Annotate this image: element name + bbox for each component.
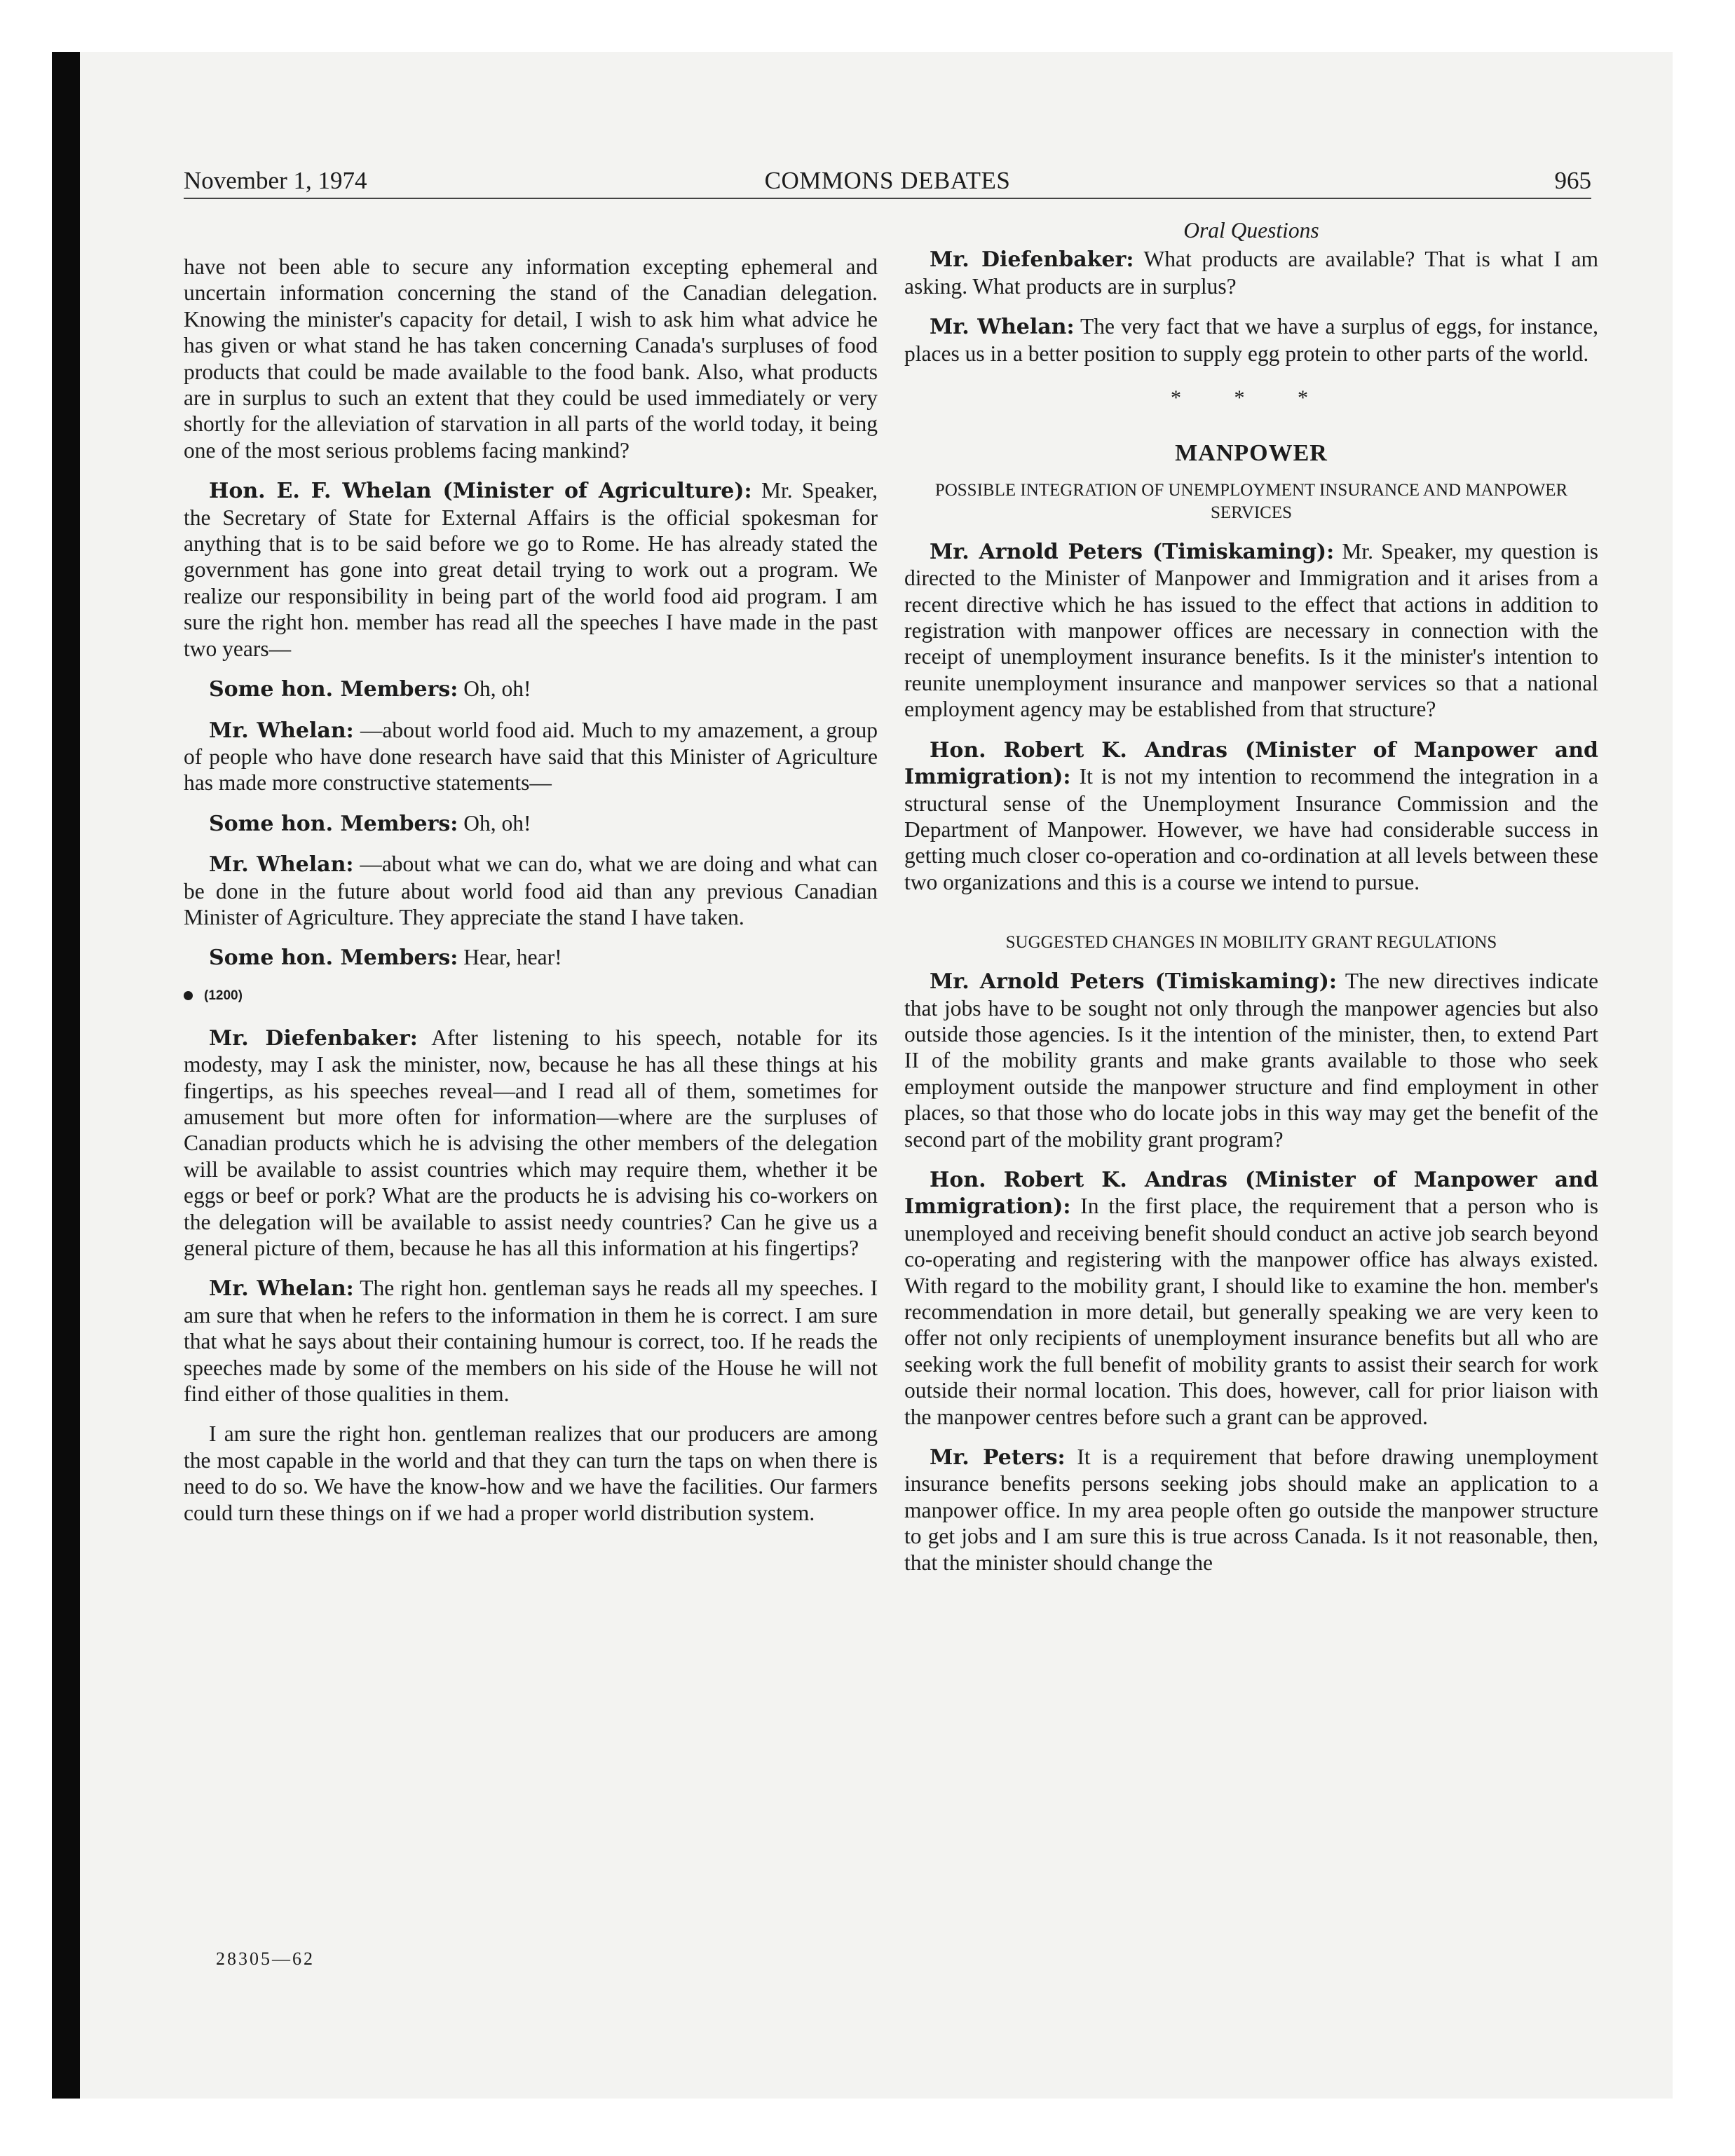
page-header xyxy=(184,160,1591,199)
paragraph xyxy=(184,944,878,971)
speaker-name: Hon. Robert K. Andras (Minister of Manpower and Immigration): xyxy=(904,737,1598,790)
paragraph xyxy=(904,737,1598,895)
speech-text: Mr. Speaker, the Secretary of State for External Affairs is the official spokesman for anything that is to be said before we go to Rome. He has already stated the government has gone into great detail trying to work out a program. We realize our responsibility in being part of the world food aid program. I am sure the right hon. member has read all the speeches I have made in the past two years— xyxy=(184,478,878,661)
speaker-name: Mr. Arnold Peters (Timiskaming): xyxy=(930,539,1335,564)
paragraph xyxy=(904,1166,1598,1430)
speech-text: The very fact that we have a surplus of eggs, for instance, places us in a better position to supply egg protein to other parts of the world. xyxy=(904,314,1598,366)
header-title: COMMONS DEBATES xyxy=(764,167,1011,194)
speaker-name: Mr. Diefenbaker: xyxy=(930,247,1134,273)
paragraph xyxy=(184,676,878,702)
speaker-name: Some hon. Members: xyxy=(209,811,458,836)
scan-edge xyxy=(52,52,80,2099)
speech-text: What products are available? That is what I am asking. What products are in surplus? xyxy=(904,247,1599,299)
speaker-name: Mr. Whelan: xyxy=(209,852,354,878)
speech-text: —about what we can do, what we are doing and what can be done in the future about world food aid than any previous Canadian Minister of Agriculture. They appreciate the stand I have taken. xyxy=(184,852,878,929)
speaker-name: Hon. Robert K. Andras (Minister of Manpower and Immigration): xyxy=(904,1167,1598,1220)
speech-text: After listening to his speech, notable for its modesty, may I ask the minister, now, because he has all these things at his fingertips, as his speeches reveal—and I read all of them, sometimes for amusement but more often for information—where are the surpluses of Canadian products which he is advising the other members of the delegation will be available to assist countries which may require them, whether it be eggs or beef or pork? What are the products he is advising his co-workers on the delegation will be available to assist needy countries? Can he give us a general picture of them, because he has all this information at his fingertips? xyxy=(184,1025,878,1260)
speech-text: The right hon. gentleman says he reads all my speeches. I am sure that when he refers to the information in them he is correct. I am sure that what he says about their containing humour is correct, too. If he reads the speeches made by some of the members on his side of the House he will not find either of those qualities in them. xyxy=(184,1276,878,1407)
time-marker-text: (1200) xyxy=(204,988,243,1003)
subheading: SUGGESTED CHANGES IN MOBILITY GRANT REGULATIONS xyxy=(1005,933,1497,953)
speech-text: The new directives indicate that jobs have to be sought not only through the manpower agencies but also outside those agencies. Is it the intention of the minister, then, to extend Part II of the mobility grants and make grants available to those who seek employment outside the manpower structure and find employment in other places, so that those who do locate jobs in this way may get the benefit of the second part of the mobility grant program? xyxy=(904,969,1598,1152)
speech-text: It is a requirement that before drawing unemployment insurance benefits persons seeking jobs should make an application to a manpower office. In my area people often go outside the manpower structure to get jobs and I am sure this is true across Canada. Is it not reasonable, then, that the minister should change the xyxy=(904,1445,1598,1575)
time-marker xyxy=(184,985,878,1007)
footer-code: 28305—62 xyxy=(216,1949,315,1969)
paragraph xyxy=(904,538,1598,723)
paragraph xyxy=(904,313,1598,367)
paragraph xyxy=(904,1444,1598,1576)
header-page-number: 965 xyxy=(1554,167,1591,194)
right-column xyxy=(904,217,1598,1590)
speaker-name: Mr. Whelan: xyxy=(209,718,354,743)
speaker-name: Some hon. Members: xyxy=(209,946,458,971)
paragraph xyxy=(904,246,1598,299)
speech-text: In the first place, the requirement that a person who is unemployed and receiving benefit should conduct an active job search beyond co-operating and registering with the manpower office has always existed. With regard to the mobility grant, I should like to examine the hon. member's recommendation in more detail, but generally speaking we are very keen to offer not only recipients of unemployment insurance benefits but all who are seeking work the full benefit of mobility grants to assist their search for work outside their normal location. This does, however, call for prior liaison with the manpower centres before such a grant can be approved. xyxy=(904,1194,1598,1429)
speech-text: Oh, oh! xyxy=(458,810,531,835)
paragraph xyxy=(184,717,878,796)
speech-text: Mr. Speaker, my question is directed to the Minister of Manpower and Immigration and it arises from a recent directive which he has issued to the effect that actions in addition to registration with manpower offices are necessary in connection with the receipt of unemployment insurance benefits. Is it the minister's intention to reunite unemployment insurance and manpower services so that a national employment agency may be established from that structure? xyxy=(904,538,1598,722)
paragraph xyxy=(184,810,878,837)
paragraph: have not been able to secure any information excepting ephemeral and uncertain information concerning the stand of the Canadian delegation. Knowing the minister's capacity for detail, I wish to ask him what advice he has given or what stand he has taken concerning Canada's surpluses of food products that could be made available to the food bank. Also, what products are in surplus to such an extent that they could be used immediately or very shortly for the alleviation of starvation in all parts of the world today, it being one of the most serious problems facing mankind? xyxy=(184,254,878,463)
paragraph xyxy=(184,1275,878,1407)
paragraph xyxy=(184,477,878,662)
speaker-name: Mr. Diefenbaker: xyxy=(209,1025,418,1051)
speech-text: Oh, oh! xyxy=(458,676,531,702)
speech-text: Hear, hear! xyxy=(458,945,562,970)
section-subtitle: Oral Questions xyxy=(1183,218,1319,243)
speaker-name: Mr. Whelan: xyxy=(209,1276,354,1302)
speaker-name: Mr. Arnold Peters (Timiskaming): xyxy=(930,969,1337,995)
paragraph xyxy=(184,851,878,930)
speaker-name: Mr. Whelan: xyxy=(930,315,1075,340)
header-date: November 1, 1974 xyxy=(184,167,367,194)
speaker-name: Some hon. Members: xyxy=(209,677,458,702)
paragraph: I am sure the right hon. gentleman realizes that our producers are among the most capable in the world and that they can turn the taps on when there is need to do so. We have the know-how and we have the facilities. Our farmers could turn these things on if we had a proper world distribution system. xyxy=(184,1421,878,1525)
speaker-name: Mr. Peters: xyxy=(930,1445,1066,1471)
paragraph xyxy=(904,968,1598,1152)
header-rule xyxy=(184,198,1591,199)
paragraph xyxy=(184,1025,878,1262)
speech-text: It is not my intention to recommend the integration in a structural sense of the Unemployment Insurance Commission and the Department of Manpower. However, we have had considerable success in getting much closer co-operation and co-ordination at all levels between these two organizations and this is a course we intend to pursue. xyxy=(904,764,1598,894)
speech-text: —about world food aid. Much to my amazement, a group of people who have done research have said that this Minister of Agriculture has made more constructive statements— xyxy=(184,717,878,796)
left-column xyxy=(184,254,878,1540)
section-title: MANPOWER xyxy=(1175,440,1328,467)
speaker-name: Hon. E. F. Whelan (Minister of Agriculture): xyxy=(209,479,752,504)
section-separator: * * * xyxy=(1171,386,1332,410)
bullet-dot xyxy=(184,991,193,1000)
subheading: POSSIBLE INTEGRATION OF UNEMPLOYMENT INSURANCE AND MANPOWER SERVICES xyxy=(934,480,1568,522)
